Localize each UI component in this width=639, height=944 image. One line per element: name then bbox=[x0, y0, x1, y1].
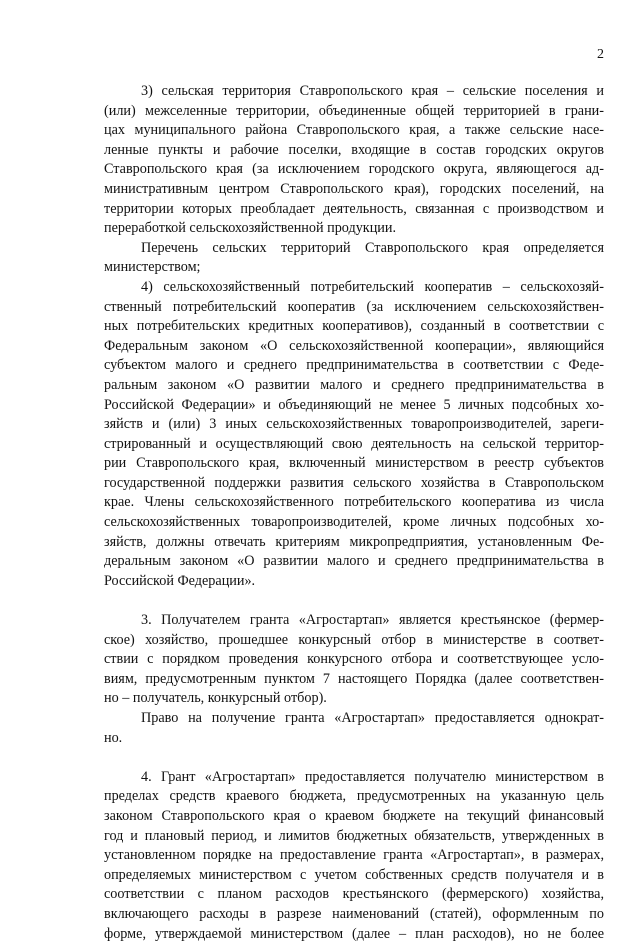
text-line: пределах средств краевого бюджета, предусмотренных на указанную цель bbox=[104, 788, 604, 805]
text-line: ленные пункты и рабочие поселки, входящие в состав городских округов bbox=[104, 141, 604, 158]
text-line: (или) межселенные территории, объединенные общей территорией в грани- bbox=[104, 102, 604, 119]
text-line: субъектом малого и среднего предпринимательства в соответствии с Феде- bbox=[104, 357, 604, 374]
text-line: зяйств, должны отвечать критериям микропредприятия, установленным Фе- bbox=[104, 533, 604, 550]
text-line: министративным центром Ставропольского края), городских поселений, на bbox=[104, 180, 604, 197]
text-line: территории которых преобладает деятельность, связанная с производством и bbox=[104, 200, 604, 217]
text-line: Федеральным законом «О сельскохозяйственной кооперации», являющийся bbox=[104, 337, 604, 354]
text-line: но. bbox=[104, 729, 123, 746]
paragraph-spacer bbox=[104, 591, 604, 611]
paragraph-section-4-grant-provision bbox=[104, 768, 604, 944]
text-line: Перечень сельских территорий Ставропольского края определяется bbox=[141, 239, 604, 256]
text-line: ствии с порядком проведения конкурсного отбора и соответствующее усло- bbox=[104, 651, 604, 668]
text-line: год и плановый период, и лимитов бюджетных обязательств, утвержденных в bbox=[104, 827, 604, 844]
text-line: переработкой сельскохозяйственной продукции. bbox=[104, 220, 397, 237]
paragraph-section-3-recipient bbox=[104, 611, 604, 709]
text-line: министерством; bbox=[104, 259, 201, 276]
text-line: 3. Получателем гранта «Агростартап» является крестьянское (фермер- bbox=[141, 612, 604, 629]
text-line: деральным законом «О развитии малого и среднего предпринимательства в bbox=[104, 553, 604, 570]
text-line: установленном порядке на предоставление гранта «Агростартап», в размерах, bbox=[104, 847, 604, 864]
text-line: Российской Федерации». bbox=[104, 572, 256, 589]
page-number: 2 bbox=[597, 47, 604, 62]
document-body bbox=[104, 82, 604, 944]
text-line: Право на получение гранта «Агростартап» предоставляется однократ- bbox=[141, 710, 604, 726]
text-line: зяйств и (или) 3 иных сельскохозяйственных товаропроизводителей, зареги- bbox=[104, 416, 604, 433]
text-line: включающего расходы в разрезе наименований (статей), оформленным по bbox=[104, 905, 604, 922]
text-line: ское) хозяйство, прошедшее конкурсный отбор в министерстве в соответ- bbox=[104, 631, 604, 648]
paragraph-one-time-right bbox=[104, 709, 604, 748]
text-line: форме, утверждаемой министерством (далее – план расходов), но не более bbox=[104, 925, 604, 942]
text-line: Российской Федерации» и объединяющий не менее 5 личных подсобных хо- bbox=[104, 396, 604, 413]
text-line: сельскохозяйственных товаропроизводителей, кроме личных подсобных хо- bbox=[104, 514, 604, 531]
text-line: 3) сельская территория Ставропольского края – сельские поселения и bbox=[141, 83, 604, 99]
text-line: соответствии с планом расходов крестьянского (фермерского) хозяйства, bbox=[104, 886, 604, 903]
paragraph-item-4-cooperative bbox=[104, 278, 604, 592]
text-line: рии Ставропольского края, включенный министерством в реестр субъектов bbox=[104, 455, 604, 472]
text-line: виям, предусмотренным пунктом 7 настоящего Порядка (далее соответствен- bbox=[104, 670, 604, 687]
text-line: ральным законом «О развитии малого и среднего предпринимательства в bbox=[104, 376, 604, 393]
text-line: законом Ставропольского края о краевом бюджете на текущий финансовый bbox=[104, 807, 604, 824]
text-line: но – получатель, конкурсный отбор). bbox=[104, 690, 327, 707]
paragraph-item-3-rural-territory bbox=[104, 82, 604, 239]
text-line: крае. Члены сельскохозяйственного потребительского кооператива из числа bbox=[104, 494, 604, 511]
text-line: стрированный и осуществляющий свою деятельность на сельской территор- bbox=[104, 435, 604, 452]
text-line: Ставропольского края (за исключением городского округа, являющегося ад- bbox=[104, 161, 604, 178]
text-line: цах муниципального района Ставропольского края, а также сельские насе- bbox=[104, 122, 604, 139]
text-line: определяемых министерством с учетом собственных средств получателя и в bbox=[104, 866, 604, 883]
paragraph-spacer bbox=[104, 748, 604, 768]
paragraph-territory-list bbox=[104, 239, 604, 278]
text-line: 4) сельскохозяйственный потребительский кооператив – сельскохозяй- bbox=[141, 278, 604, 295]
text-line: 4. Грант «Агростартап» предоставляется получателю министерством в bbox=[141, 768, 604, 785]
text-line: государственной поддержки развития сельского хозяйства в Ставропольском bbox=[104, 474, 604, 491]
text-line: ственный потребительский кооператив (за исключением сельскохозяйствен- bbox=[104, 298, 604, 315]
text-line: ных потребительских кредитных кооперативов), созданный в соответствии с bbox=[104, 318, 604, 335]
